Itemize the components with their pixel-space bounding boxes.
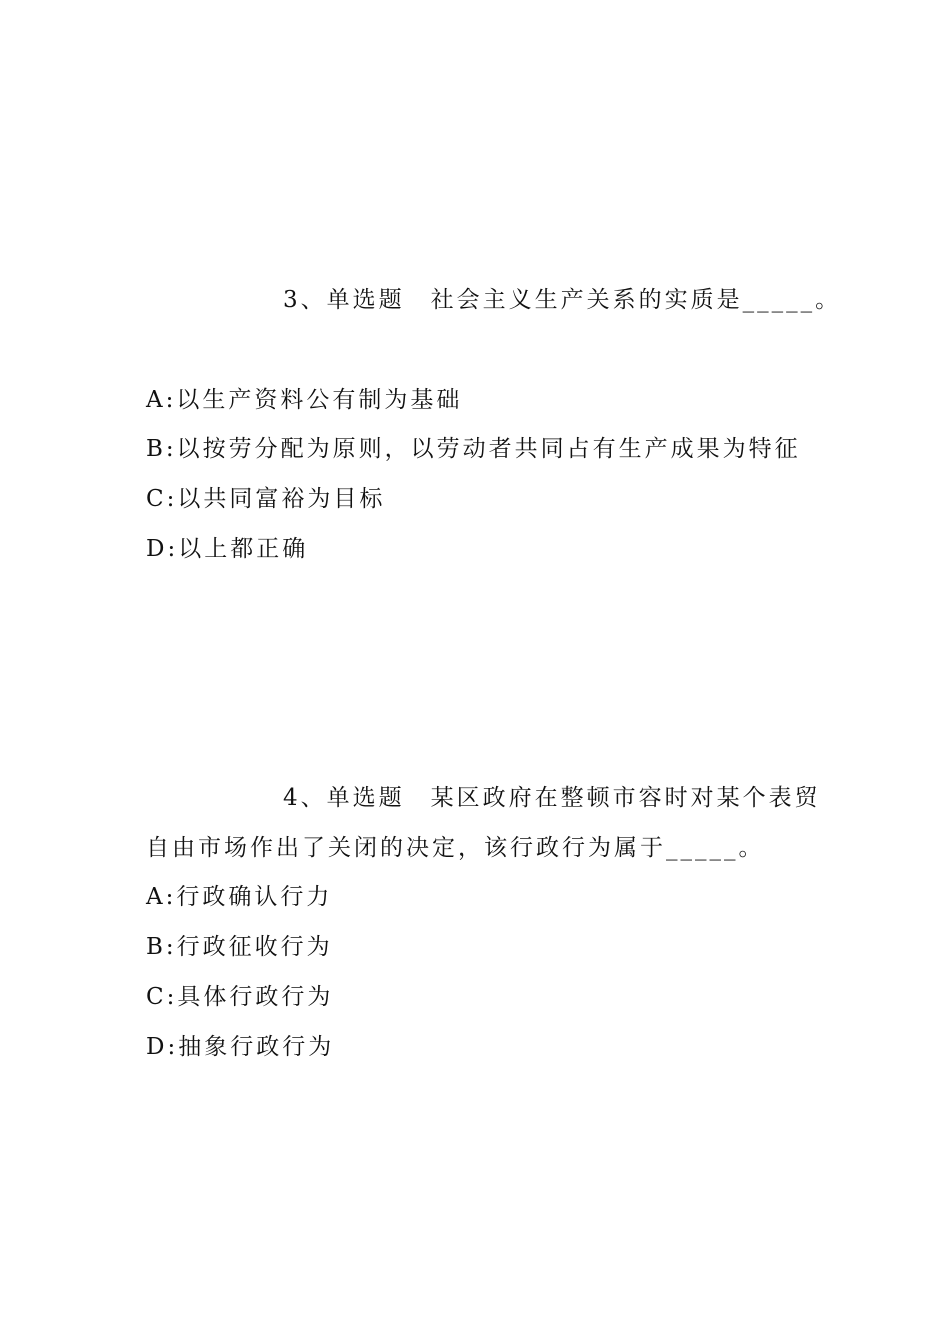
option-d (146, 534, 308, 564)
question-stem: 某区政府在整顿市容时对某个表贸 (430, 785, 821, 811)
option-a (146, 385, 462, 415)
option-letter: B: (146, 436, 177, 462)
option-letter: C: (146, 486, 178, 512)
option-letter: C: (146, 984, 178, 1010)
option-letter: D: (146, 536, 179, 562)
option-text: 以生产资料公有制为基础 (176, 387, 463, 413)
option-c (146, 484, 385, 514)
question-number-label: 4、单选题 (283, 785, 405, 811)
option-text: 以按劳分配为原则，以劳动者共同占有生产成果为特征 (176, 436, 801, 462)
option-a (146, 882, 332, 912)
question-4-heading (283, 783, 821, 813)
option-text: 行政征收行为 (176, 934, 333, 960)
question-number-label: 3、单选题 (283, 287, 405, 313)
option-text: 抽象行政行为 (178, 1034, 335, 1060)
option-text: 以上都正确 (178, 536, 309, 562)
option-text: 具体行政行为 (177, 984, 334, 1010)
option-b (146, 434, 801, 464)
question-3-heading (283, 285, 841, 315)
option-c (146, 982, 333, 1012)
question-stem: 社会主义生产关系的实质是_____。 (430, 287, 842, 313)
option-letter: A: (146, 884, 177, 910)
option-d (146, 1032, 334, 1062)
option-letter: A: (146, 387, 177, 413)
option-letter: B: (146, 934, 177, 960)
option-letter: D: (146, 1034, 179, 1060)
option-b (146, 932, 333, 962)
question-stem-continuation: 自由市场作出了关闭的决定，该行政行为属于_____。 (146, 835, 765, 861)
option-text: 以共同富裕为目标 (177, 486, 386, 512)
option-text: 行政确认行力 (176, 884, 333, 910)
